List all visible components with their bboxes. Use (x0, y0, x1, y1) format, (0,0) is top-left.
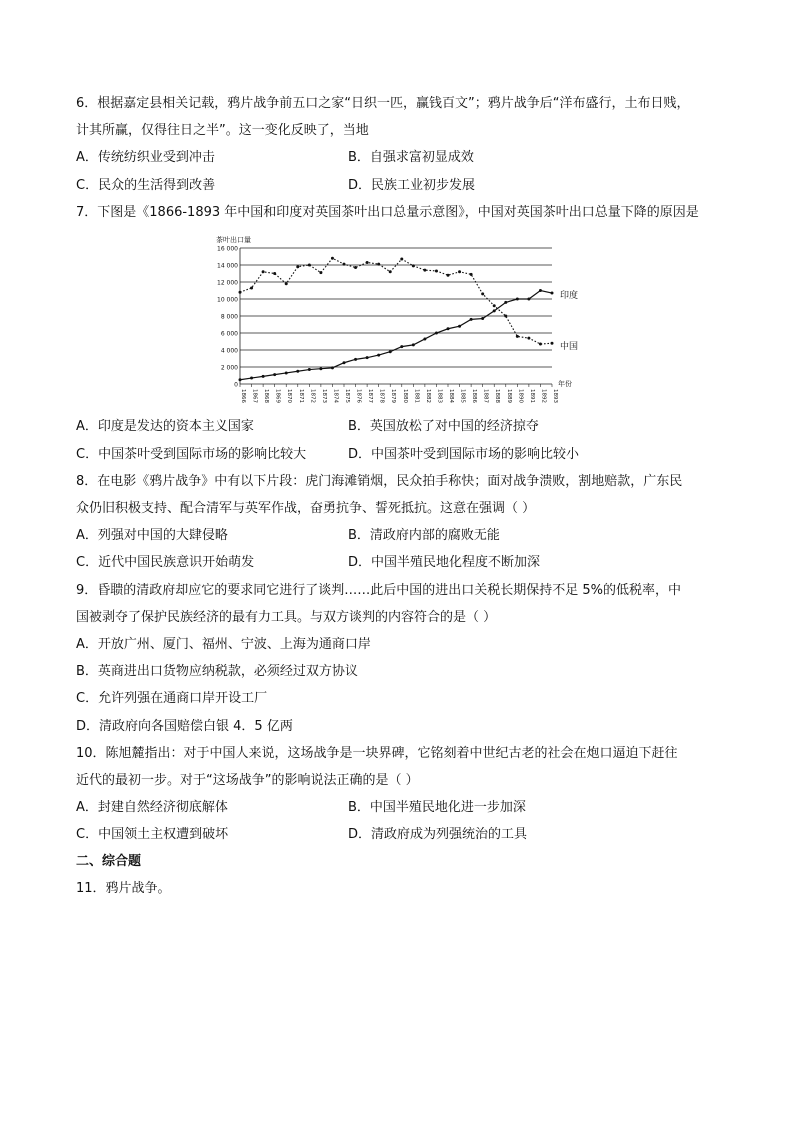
q11-stem: 11．鸦片战争。 (76, 881, 171, 896)
data-point (354, 266, 357, 269)
data-point (470, 318, 473, 321)
data-point (262, 375, 265, 378)
data-point (285, 282, 288, 285)
data-point (296, 265, 299, 268)
data-point (539, 289, 542, 292)
chart-x-ticks (240, 384, 558, 403)
data-point (319, 367, 322, 370)
x-tick-label: 1890 (517, 389, 524, 403)
x-tick-label: 1889 (505, 389, 512, 403)
data-point (412, 343, 415, 346)
x-tick-label: 1891 (528, 389, 535, 403)
data-point (366, 356, 369, 359)
data-point (551, 342, 554, 345)
data-point (366, 261, 369, 264)
x-tick-label: 1885 (459, 389, 466, 403)
q10-option-d[interactable]: D．清政府成为列强统治的工具 (348, 827, 528, 842)
q6-stem-line1: 6．根据嘉定县相关记载，鸦片战争前五口之家“日织一匹，赢钱百文”；鸦片战争后“洋布盛行，土布日贱， (76, 96, 690, 111)
q6-option-b[interactable]: B．自强求富初显成效 (348, 150, 474, 165)
x-tick-label: 1875 (344, 389, 350, 403)
data-point (331, 366, 334, 369)
q6-stem-line2: 计其所赢，仅得往日之半”。这一变化反映了，当地 (76, 123, 369, 138)
x-tick-label: 1893 (552, 389, 558, 403)
q8-stem-line1: 8．在电影《鸦片战争》中有以下片段：虎门海滩销烟，民众拍手称快；面对战争溃败，割地赔款，广东民 (76, 474, 683, 489)
data-point (343, 263, 346, 266)
q10-stem-line2: 近代的最初一步。对于“这场战争”的影响说法正确的是（ ） (76, 773, 419, 788)
q8-option-a[interactable]: A．列强对中国的大肆侵略 (76, 528, 228, 543)
x-tick-label: 1876 (355, 389, 362, 403)
data-point (539, 343, 542, 346)
data-point (273, 373, 276, 376)
tea-export-chart (214, 232, 594, 410)
q7-option-c[interactable]: C．中国茶叶受到国际市场的影响比较大 (76, 447, 307, 462)
x-tick-label: 1877 (367, 389, 374, 403)
q9-stem-line1: 9．昏聩的清政府却应它的要求同它进行了谈判……此后中国的进出口关税长期保持不足 5%的低税率，中 (76, 583, 682, 598)
series-line-india (240, 291, 552, 380)
x-tick-label: 1874 (332, 389, 339, 403)
x-tick-label: 1884 (448, 389, 454, 403)
y-tick-label: 2 000 (220, 364, 238, 372)
data-point (435, 332, 438, 335)
q8-stem-line2: 众仍旧积极支持、配合清军与英军作战，奋勇抗争、誓死抵抗。这意在强调（ ） (76, 501, 536, 516)
data-point (481, 292, 484, 295)
chart-label-china: 中国 (560, 342, 579, 352)
data-point (447, 327, 450, 330)
chart-series (239, 257, 554, 382)
data-point (423, 269, 426, 272)
x-tick-label: 1892 (540, 389, 547, 403)
x-tick-label: 1879 (390, 389, 397, 403)
data-point (516, 298, 519, 301)
data-point (447, 274, 450, 277)
chart-y-label: 茶叶出口量 (216, 236, 251, 244)
data-point (331, 257, 334, 260)
q10-stem-line1: 10．陈旭麓指出：对于中国人来说，这场战争是一块界碑，它铭刻着中世纪古老的社会在炮口逼迫下赶往 (76, 746, 678, 761)
x-tick-label: 1868 (263, 389, 270, 403)
data-point (470, 273, 473, 276)
data-point (250, 286, 253, 289)
chart-label-india: 印度 (560, 291, 579, 301)
chart-y-ticks (217, 246, 238, 389)
q7-option-d[interactable]: D．中国茶叶受到国际市场的影响比较小 (348, 447, 580, 462)
y-tick-label: 16 000 (217, 245, 238, 253)
data-point (412, 264, 415, 267)
q10-option-b[interactable]: B．中国半殖民地化进一步加深 (348, 800, 526, 815)
y-tick-label: 12 000 (217, 279, 238, 287)
data-point (389, 350, 392, 353)
data-point (435, 269, 438, 272)
y-tick-label: 6 000 (220, 330, 238, 338)
data-point (527, 337, 530, 340)
data-point (458, 270, 461, 273)
x-tick-label: 1883 (436, 389, 443, 403)
q6-option-c[interactable]: C．民众的生活得到改善 (76, 178, 216, 193)
data-point (377, 354, 380, 357)
x-tick-label: 1880 (401, 389, 408, 403)
x-tick-label: 1872 (309, 389, 316, 403)
q8-option-d[interactable]: D．中国半殖民地化程度不断加深 (348, 555, 541, 570)
data-point (400, 345, 403, 348)
data-point (493, 304, 496, 307)
data-point (458, 325, 461, 328)
data-point (423, 337, 426, 340)
data-point (493, 309, 496, 312)
data-point (262, 270, 265, 273)
data-point (308, 368, 311, 371)
data-point (400, 258, 403, 261)
x-tick-label: 1882 (424, 389, 431, 403)
data-point (308, 264, 311, 267)
x-tick-label: 1888 (494, 389, 501, 403)
data-point (516, 335, 519, 338)
q10-option-a[interactable]: A．封建自然经济彻底解体 (76, 800, 228, 815)
x-tick-label: 1869 (274, 389, 281, 403)
y-tick-label: 8 000 (220, 313, 238, 321)
data-point (354, 358, 357, 361)
data-point (504, 315, 507, 318)
x-tick-label: 1871 (297, 389, 304, 403)
x-tick-label: 1886 (471, 389, 478, 403)
q9-option-d[interactable]: D．清政府向各国赔偿白银 4．5 亿两 (76, 719, 293, 734)
x-tick-label: 1887 (482, 389, 489, 403)
x-tick-label: 1878 (378, 389, 385, 403)
data-point (239, 291, 242, 294)
section-heading: 二、综合题 (76, 854, 142, 869)
data-point (285, 371, 288, 374)
q9-option-a[interactable]: A．开放广州、厦门、福州、宁波、上海为通商口岸 (76, 637, 371, 652)
data-point (504, 301, 507, 304)
q8-option-b[interactable]: B．清政府内部的腐败无能 (348, 528, 500, 543)
data-point (273, 272, 276, 275)
y-tick-label: 0 (234, 381, 238, 389)
y-tick-label: 4 000 (220, 347, 238, 355)
data-point (343, 361, 346, 364)
data-point (481, 317, 484, 320)
q6-option-d[interactable]: D．民族工业初步发展 (348, 178, 476, 193)
q7-option-a[interactable]: A．印度是发达的资本主义国家 (76, 419, 254, 434)
data-point (389, 270, 392, 273)
x-tick-label: 1873 (320, 389, 327, 403)
y-tick-label: 10 000 (217, 296, 238, 304)
data-point (250, 377, 253, 380)
q7-option-b[interactable]: B．英国放松了对中国的经济掠夺 (348, 419, 539, 434)
q7-stem-line1: 7．下图是《1866-1893 年中国和印度对英国茶叶出口总量示意图》，中国对英国茶叶出口总量下降的原因是 (76, 205, 699, 220)
data-point (377, 263, 380, 266)
q9-stem-line2: 国被剥夺了保护民族经济的最有力工具。与双方谈判的内容符合的是（ ） (76, 610, 497, 625)
x-tick-label: 1866 (240, 389, 246, 403)
data-point (551, 292, 554, 295)
q9-option-c[interactable]: C．允许列强在通商口岸开设工厂 (76, 691, 268, 706)
data-point (319, 271, 322, 274)
y-tick-label: 14 000 (217, 262, 238, 270)
chart-x-label: 年份 (558, 380, 572, 388)
data-point (296, 370, 299, 373)
data-point (239, 378, 242, 381)
x-tick-label: 1881 (413, 389, 420, 403)
q6-option-a[interactable]: A．传统纺织业受到冲击 (76, 150, 215, 165)
x-tick-label: 1870 (286, 389, 293, 403)
data-point (527, 298, 530, 301)
q9-option-b[interactable]: B．英商进出口货物应纳税款，必须经过双方协议 (76, 664, 358, 679)
x-tick-label: 1867 (251, 389, 258, 403)
q8-option-c[interactable]: C．近代中国民族意识开始萌发 (76, 555, 255, 570)
q10-option-c[interactable]: C．中国领土主权遭到破坏 (76, 827, 229, 842)
